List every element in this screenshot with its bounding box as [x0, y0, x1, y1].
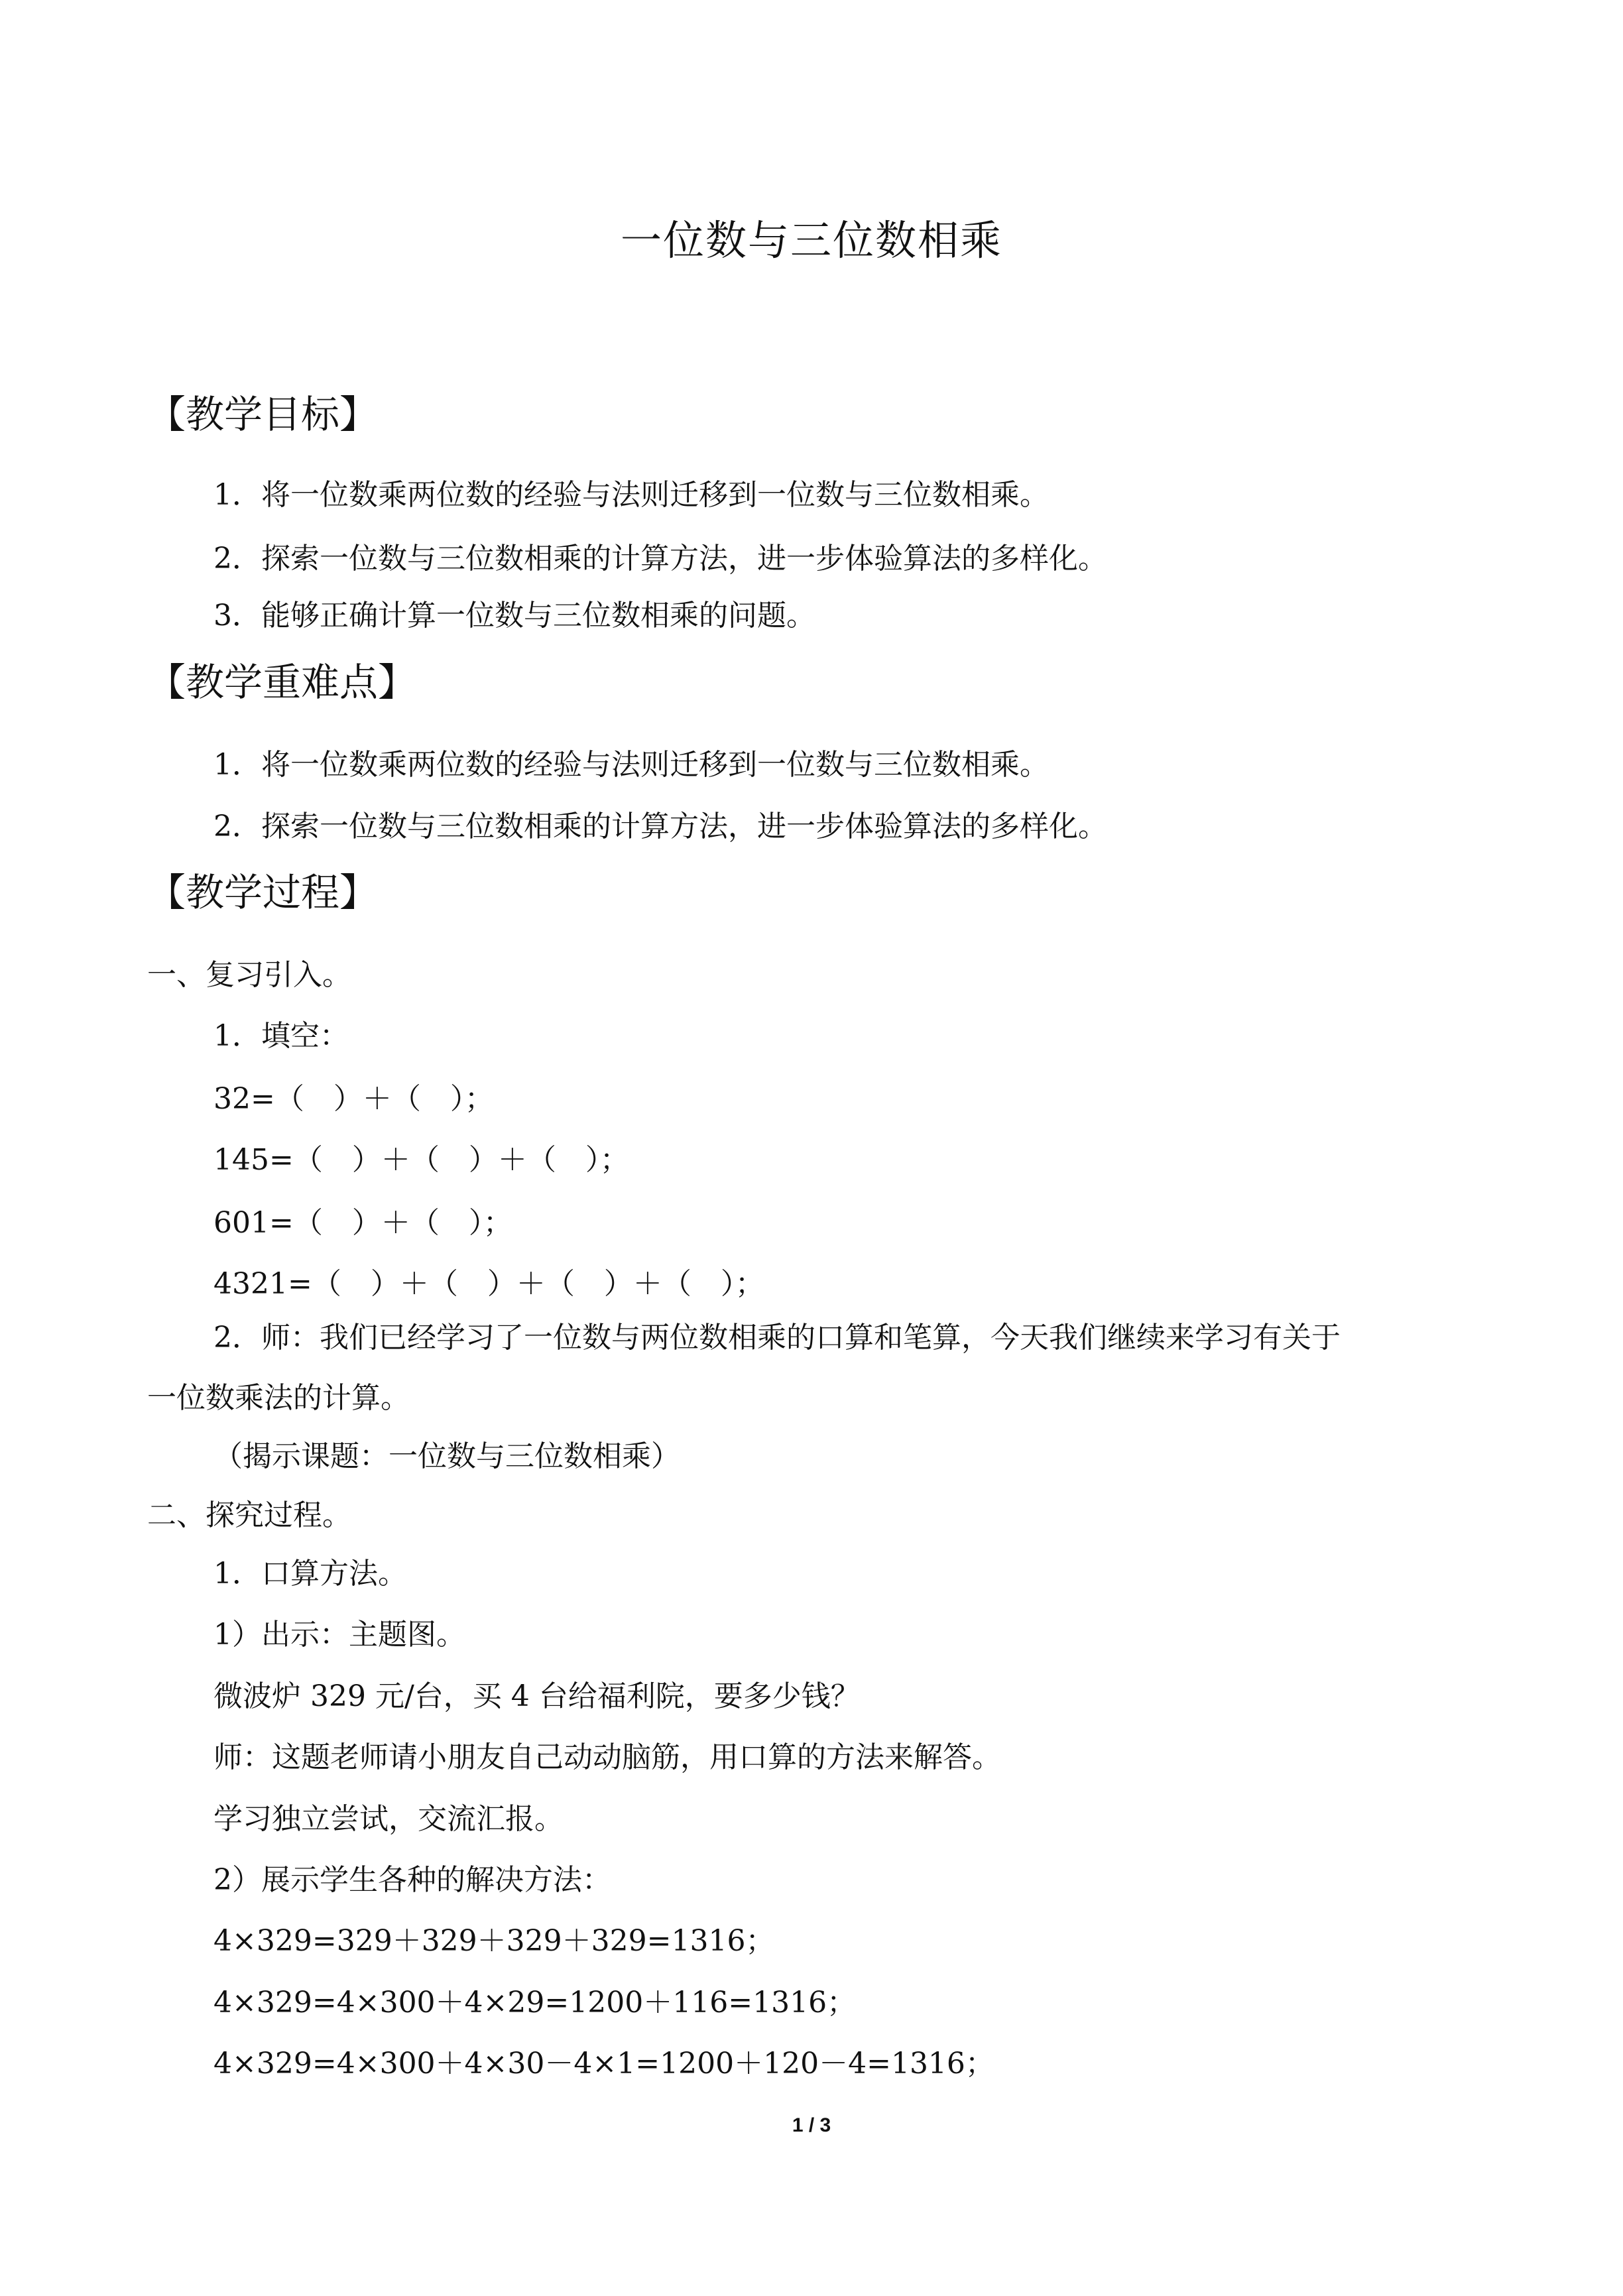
section-heading-key-points: 【教学重难点】	[147, 660, 417, 705]
solution-3: 4×329=4×300＋4×30－4×1=1200＋120－4=1316；	[213, 2047, 994, 2081]
process-step-fill-blank: 1．填空：	[213, 1019, 349, 1053]
key-point-item-1: 1．将一位数乘两位数的经验与法则迁移到一位数与三位数相乘。	[213, 748, 1049, 782]
show-solutions-heading: 2）展示学生各种的解决方法：	[213, 1863, 611, 1897]
show-theme-image: 1）出示：主题图。	[213, 1618, 465, 1652]
solution-2: 4×329=4×300＋4×29=1200＋116=1316；	[213, 1986, 857, 2020]
section-heading-goals: 【教学目标】	[147, 392, 379, 437]
goal-item-2: 2．探索一位数与三位数相乘的计算方法，进一步体验算法的多样化。	[213, 542, 1107, 575]
oral-method-heading: 1．口算方法。	[213, 1557, 407, 1591]
fill-blank-601: 601=（ ）＋（ ）；	[213, 1206, 512, 1240]
section-heading-process: 【教学过程】	[147, 870, 379, 915]
teacher-intro-line-2: 一位数乘法的计算。	[147, 1381, 410, 1415]
process-part-two-heading: 二、探究过程。	[147, 1498, 351, 1532]
solution-1: 4×329=329＋329＋329＋329=1316；	[213, 1924, 775, 1958]
microwave-problem: 微波炉 329 元/台，买 4 台给福利院，要多少钱？	[213, 1679, 860, 1713]
teacher-intro-line-1: 2．师：我们已经学习了一位数与两位数相乘的口算和笔算，今天我们继续来学习有关于	[213, 1321, 1341, 1355]
fill-blank-145: 145=（ ）＋（ ）＋（ ）；	[213, 1143, 629, 1177]
goal-item-1: 1．将一位数乘两位数的经验与法则迁移到一位数与三位数相乘。	[213, 478, 1049, 512]
topic-reveal: （揭示课题：一位数与三位数相乘）	[213, 1439, 680, 1473]
fill-blank-32: 32=（ ）＋（ ）；	[213, 1082, 494, 1116]
key-point-item-2: 2．探索一位数与三位数相乘的计算方法，进一步体验算法的多样化。	[213, 810, 1107, 843]
document-title: 一位数与三位数相乘	[620, 216, 1002, 265]
process-part-one-heading: 一、复习引入。	[147, 958, 351, 992]
teacher-prompt: 师：这题老师请小朋友自己动动脑筋，用口算的方法来解答。	[213, 1740, 1001, 1774]
fill-blank-4321: 4321=（ ）＋（ ）＋（ ）＋（ ）；	[213, 1267, 764, 1301]
student-attempt: 学习独立尝试，交流汇报。	[213, 1802, 564, 1836]
page-number: 1 / 3	[792, 2114, 831, 2136]
goal-item-3: 3．能够正确计算一位数与三位数相乘的问题。	[213, 599, 815, 633]
